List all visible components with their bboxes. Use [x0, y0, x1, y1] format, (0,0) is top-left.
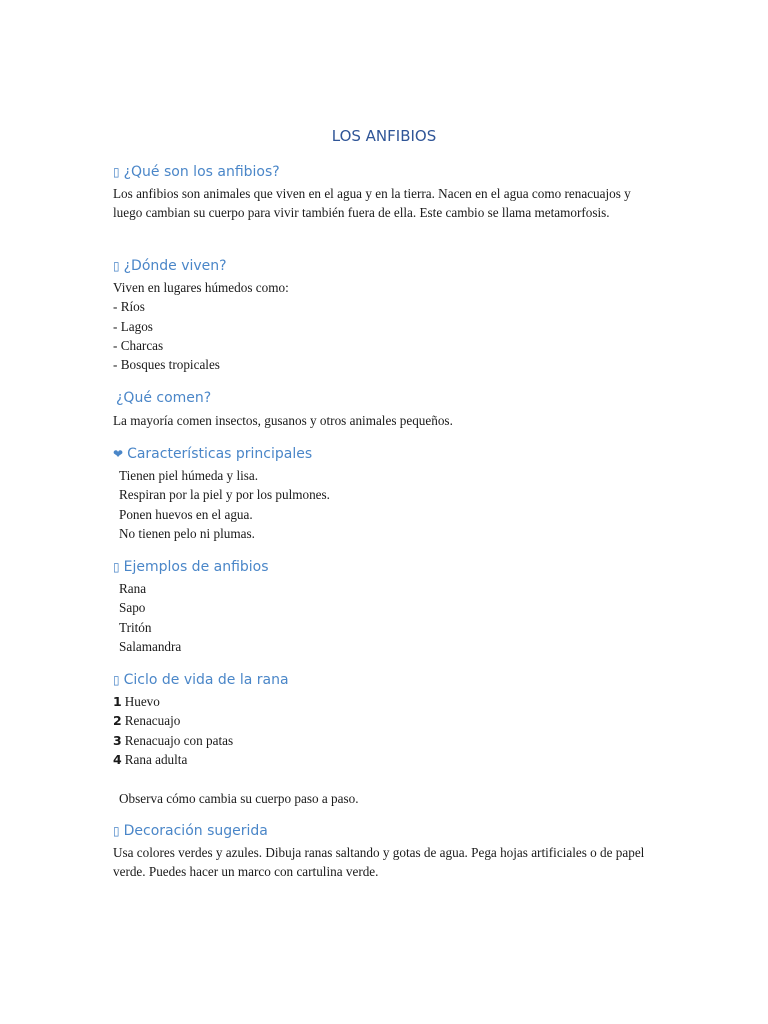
step-number: 2: [113, 713, 122, 729]
list-item: [113, 750, 233, 769]
list-intro: Viven en lugares húmedos como:: [113, 280, 289, 295]
list-donde-viven: [113, 278, 289, 374]
heading-caracteristicas-label: Características principales: [127, 446, 313, 462]
heading-ejemplos-label: Ejemplos de anfibios: [123, 559, 269, 575]
step-number: 4: [113, 751, 122, 767]
list-item: Tienen piel húmeda y lisa.: [119, 468, 259, 483]
paragraph-que-son: Los anfibios son animales que viven en el agua y en la tierra. Nacen en el agua como renacuajos y luego cambian su cuerpo para vivir también fuera de ella. Este cambio se llama metamorfosis.: [113, 186, 631, 221]
heading-que-comen: ¿Qué comen?: [116, 390, 212, 406]
heading-decoracion-label: Decoración sugerida: [123, 823, 268, 839]
list-item: - Lagos: [113, 318, 153, 334]
heading-decoracion: [113, 822, 268, 840]
heading-ciclo: [113, 671, 289, 689]
heading-donde-viven: [113, 257, 227, 275]
heading-donde-viven-label: ¿Dónde viven?: [123, 258, 227, 274]
list-item: Sapo: [119, 600, 146, 616]
missing-glyph-icon: ▯: [113, 824, 120, 838]
step-label: Huevo: [124, 694, 160, 709]
list-item: [113, 731, 233, 750]
heading-que-son: [113, 163, 280, 181]
paragraph-ciclo-note: Observa cómo cambia su cuerpo paso a paso.: [119, 791, 359, 806]
heading-caracteristicas: [113, 445, 312, 463]
list-item: Salamandra: [119, 638, 182, 654]
step-label: Renacuajo con patas: [124, 732, 234, 748]
list-ejemplos: [113, 579, 181, 656]
heading-que-son-label: ¿Qué son los anfibios?: [123, 164, 280, 180]
list-item: Tritón: [119, 619, 152, 635]
missing-glyph-icon: ▯: [113, 560, 120, 574]
list-item: No tienen pelo ni plumas.: [119, 525, 255, 541]
list-ciclo: [113, 692, 233, 769]
list-item: [113, 692, 233, 711]
heart-icon: ❤: [113, 447, 124, 461]
step-number: 1: [113, 694, 122, 709]
step-number: 3: [113, 732, 122, 748]
list-item: [113, 711, 233, 730]
paragraph-decoracion: Usa colores verdes y azules. Dibuja ranas saltando y gotas de agua. Pega hojas artificiales o de papel verde. Puedes hacer un marco con cartulina verde.: [113, 845, 645, 880]
missing-glyph-icon: ▯: [113, 165, 120, 179]
list-caracteristicas: [113, 466, 330, 543]
missing-glyph-icon: ▯: [113, 673, 120, 687]
heading-ciclo-label: Ciclo de vida de la rana: [123, 672, 289, 688]
list-item: - Charcas: [113, 337, 164, 353]
list-item: - Ríos: [113, 299, 145, 315]
missing-glyph-icon: ▯: [113, 259, 120, 273]
list-item: Ponen huevos en el agua.: [119, 506, 253, 522]
list-item: Rana: [119, 581, 147, 596]
list-item: - Bosques tropicales: [113, 357, 220, 373]
list-item: Respiran por la piel y por los pulmones.: [119, 487, 330, 503]
heading-ejemplos: [113, 558, 269, 576]
step-label: Rana adulta: [124, 751, 188, 767]
document-title: LOS ANFIBIOS: [331, 127, 437, 145]
step-label: Renacuajo: [124, 713, 181, 729]
paragraph-que-comen: La mayoría comen insectos, gusanos y otros animales pequeños.: [113, 413, 453, 428]
